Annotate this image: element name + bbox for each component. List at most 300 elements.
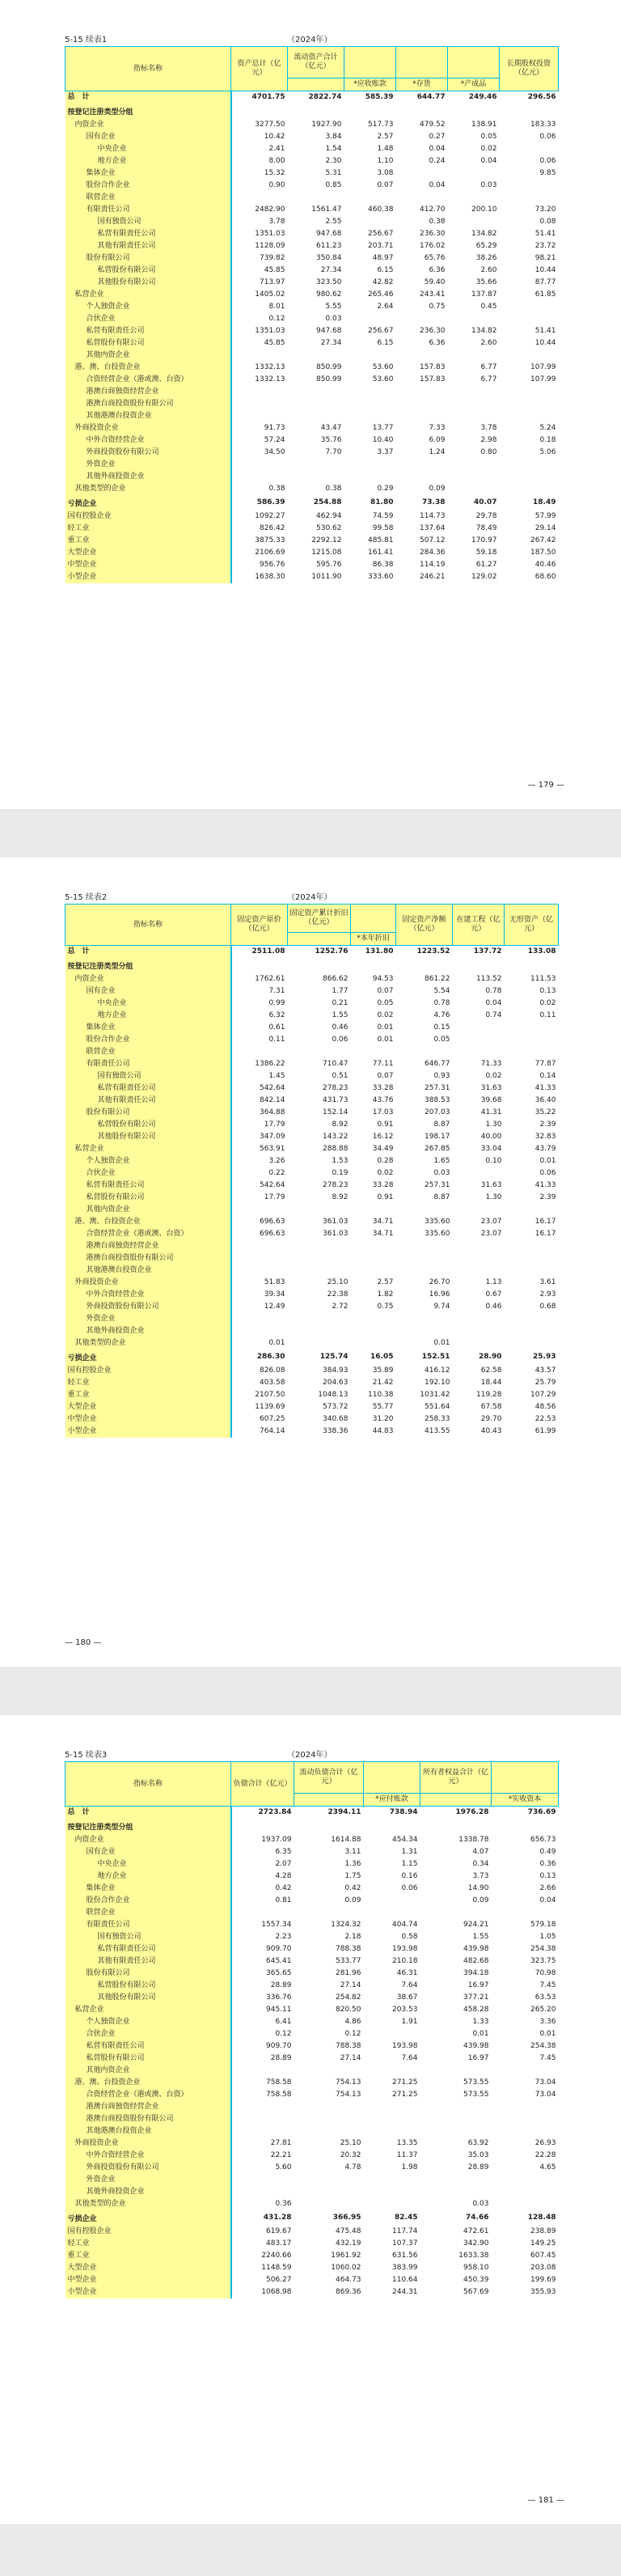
cell-value	[492, 2065, 559, 2077]
cell-value: 0.91	[377, 1121, 394, 1129]
row-label: 集体企业	[65, 167, 231, 180]
cell-value	[505, 1337, 559, 1349]
table-row	[65, 167, 559, 180]
table-row	[65, 1095, 559, 1107]
cell-value: 63.53	[534, 1993, 556, 2002]
table-row	[65, 2238, 559, 2250]
row-label: 港澳台商投资股份有限公司	[65, 1252, 231, 1265]
cell-value: 5.06	[539, 448, 556, 456]
cell-value: 39.68	[480, 1096, 502, 1104]
cell-value: 2.41	[268, 145, 285, 153]
table-row	[65, 1992, 559, 2004]
cell-value: 27.34	[320, 266, 342, 274]
row-label: 其他内资企业	[65, 1204, 231, 1216]
cell-value: 107.37	[392, 2239, 418, 2248]
cell-value: 0.06	[401, 1884, 418, 1892]
table-row	[65, 1010, 559, 1022]
cell-value: 28.90	[479, 1353, 502, 1361]
cell-value: 46.31	[396, 1969, 418, 1977]
row-label: 亏损企业	[65, 1349, 231, 1365]
cell-value: 355.93	[530, 2288, 556, 2296]
table-row	[65, 571, 559, 583]
cell-value	[294, 2065, 364, 2077]
cell-value: 7.31	[268, 987, 285, 995]
cell-value: 152.14	[323, 1108, 349, 1116]
table-row	[65, 2137, 559, 2150]
cell-value	[500, 180, 559, 192]
cell-value: 956.76	[260, 561, 285, 569]
table-row	[65, 386, 559, 398]
cell-value: 1068.98	[261, 2288, 292, 2296]
row-label: 重工业	[65, 1389, 231, 1401]
cell-value: 26.70	[429, 1278, 450, 1286]
cell-value: 788.38	[336, 2042, 361, 2050]
cell-value	[420, 2125, 492, 2137]
table-row	[65, 2250, 559, 2262]
table-row	[65, 1155, 559, 1167]
row-label: 外资企业	[65, 459, 231, 471]
cell-value	[448, 313, 500, 325]
table-row	[65, 313, 559, 325]
cell-value: 2292.12	[311, 536, 342, 544]
cell-value	[231, 398, 288, 410]
cell-value: 288.88	[323, 1145, 349, 1153]
cell-value: 432.19	[336, 2239, 361, 2248]
cell-value: 1.48	[377, 145, 394, 153]
cell-value: 0.78	[485, 987, 502, 995]
cell-value	[288, 1265, 351, 1277]
cell-value: 0.02	[377, 1169, 394, 1177]
cell-value: 74.59	[372, 512, 394, 520]
cell-value: 758.58	[266, 2091, 292, 2099]
cell-value: 73.20	[534, 205, 556, 214]
cell-value: 51.41	[534, 327, 556, 335]
cell-value	[448, 350, 500, 362]
col-header-fixed-assets-net: 固定资产净额（亿元）	[396, 905, 453, 946]
cell-value: 1.10	[377, 157, 394, 165]
table-row	[65, 91, 559, 104]
cell-value	[396, 958, 453, 973]
cell-value: 22.38	[327, 1290, 349, 1299]
cell-value: 412.70	[420, 205, 446, 214]
row-label: 联营企业	[65, 192, 231, 204]
cell-value: 86.38	[372, 561, 394, 569]
cell-value: 82.45	[395, 2214, 418, 2222]
cell-value	[344, 104, 396, 119]
cell-value	[448, 192, 500, 204]
cell-value: 59.18	[475, 549, 497, 557]
cell-value: 573.55	[463, 2091, 489, 2099]
row-label: 其他有限责任公司	[65, 1095, 231, 1107]
cell-value	[453, 1337, 505, 1349]
cell-value	[396, 471, 448, 483]
cell-value: 0.10	[485, 1157, 502, 1165]
table-row	[65, 1426, 559, 1438]
cell-value: 67.58	[480, 1403, 502, 1411]
col-header-indicator: 指标名称	[65, 905, 231, 946]
cell-value: 35.22	[534, 1108, 556, 1116]
cell-value: 45.85	[264, 339, 285, 347]
table-row	[65, 2053, 559, 2065]
cell-value	[364, 1819, 420, 1834]
cell-value	[351, 1046, 396, 1058]
cell-value: 3.08	[377, 169, 394, 177]
cell-value: 27.34	[320, 339, 342, 347]
table-row	[65, 1337, 559, 1349]
table-row	[65, 2186, 559, 2198]
cell-value: 0.61	[268, 1023, 285, 1032]
table-row	[65, 104, 559, 119]
cell-value: 16.96	[429, 1290, 450, 1299]
cell-value: 2511.08	[251, 947, 285, 955]
cell-value: 507.12	[420, 536, 446, 544]
cell-value: 0.05	[433, 1036, 450, 1044]
cell-value	[500, 104, 559, 119]
cell-value: 842.14	[260, 1096, 285, 1104]
cell-value	[288, 398, 344, 410]
cell-value: 0.02	[485, 1072, 502, 1080]
cell-value: 739.82	[260, 254, 285, 262]
cell-value: 826.08	[260, 1366, 285, 1375]
cell-value: 485.81	[368, 536, 394, 544]
row-label: 联营企业	[65, 1907, 231, 1919]
table-row	[65, 1083, 559, 1095]
table-row	[65, 1313, 559, 1325]
cell-value: 0.15	[433, 1023, 450, 1032]
col-header-construction: 在建工程（亿元）	[453, 905, 505, 946]
cell-value	[351, 1337, 396, 1349]
cell-value: 0.06	[539, 157, 556, 165]
row-label: 其他内资企业	[65, 350, 231, 362]
cell-value	[231, 2065, 294, 2077]
row-label: 国有独资公司	[65, 216, 231, 228]
table-row	[65, 973, 559, 985]
cell-value: 176.02	[420, 242, 446, 250]
cell-value: 0.42	[344, 1884, 361, 1892]
cell-value: 28.89	[467, 2163, 489, 2171]
cell-value: 1.55	[332, 1011, 349, 1019]
cell-value: 193.98	[392, 2042, 418, 2050]
cell-value: 336.76	[266, 1993, 292, 2002]
cell-value: 203.71	[368, 242, 394, 250]
row-label: 中央企业	[65, 998, 231, 1010]
table-row	[65, 265, 559, 277]
cell-value: 530.62	[316, 524, 342, 532]
cell-value: 0.16	[401, 1872, 418, 1880]
table-row	[65, 2198, 559, 2210]
col-header-payables: *应付账款	[364, 1794, 420, 1807]
cell-value	[505, 1022, 559, 1034]
cell-value: 63.92	[467, 2139, 489, 2147]
cell-value: 0.67	[485, 1290, 502, 1299]
cell-value	[364, 2186, 420, 2198]
cell-value: 25.79	[534, 1379, 556, 1387]
cell-value	[448, 483, 500, 495]
cell-value: 573.72	[323, 1403, 349, 1411]
cell-value: 183.33	[530, 121, 556, 129]
col-header-indicator: 指标名称	[65, 1762, 231, 1807]
cell-value	[492, 1907, 559, 1919]
cell-value: 22.21	[270, 2151, 292, 2159]
cell-value: 7.33	[429, 424, 446, 432]
table-row	[65, 2150, 559, 2162]
row-label: 合伙企业	[65, 313, 231, 325]
cell-value: 431.73	[323, 1096, 349, 1104]
row-label: 私营有限责任公司	[65, 1180, 231, 1192]
cell-value: 850.99	[316, 363, 342, 371]
cell-value: 0.01	[539, 2030, 556, 2038]
cell-value: 0.04	[429, 145, 446, 153]
cell-value	[294, 2113, 364, 2125]
cell-value: 61.99	[534, 1427, 556, 1435]
cell-value: 644.77	[416, 93, 446, 101]
cell-value: 573.55	[463, 2078, 489, 2087]
table-row	[65, 2174, 559, 2186]
table-row	[65, 434, 559, 447]
cell-value: 1561.47	[311, 205, 342, 214]
cell-value	[364, 2028, 420, 2040]
cell-value: 1.98	[401, 2163, 418, 2171]
cell-value: 0.01	[377, 1036, 394, 1044]
cell-value: 14.90	[467, 1884, 489, 1892]
cell-value	[453, 958, 505, 973]
cell-value: 77.87	[534, 1060, 556, 1068]
cell-value: 40.43	[480, 1427, 502, 1435]
cell-value: 364.88	[260, 1108, 285, 1116]
table-row	[65, 1216, 559, 1228]
cell-value: 1.77	[332, 987, 349, 995]
cell-value: 8.92	[332, 1121, 349, 1129]
cell-value: 17.03	[372, 1108, 394, 1116]
cell-value: 6.41	[275, 2018, 292, 2026]
table-year: （2024年）	[287, 893, 332, 902]
cell-value: 2.30	[325, 157, 342, 165]
cell-value: 193.98	[392, 1945, 418, 1953]
cell-value: 0.05	[377, 999, 394, 1007]
cell-value	[500, 350, 559, 362]
cell-value: 1.24	[429, 448, 446, 456]
cell-value: 0.38	[268, 485, 285, 493]
cell-value: 7.45	[539, 2054, 556, 2062]
table-row	[65, 1034, 559, 1046]
cell-value: 254.38	[530, 1945, 556, 1953]
row-label: 国有控股企业	[65, 511, 231, 523]
cell-value: 119.28	[476, 1391, 502, 1399]
cell-value: 15.32	[264, 169, 285, 177]
row-label: 联营企业	[65, 1046, 231, 1058]
row-label: 集体企业	[65, 1883, 231, 1895]
cell-value: 365.65	[266, 1969, 292, 1977]
table-row	[65, 523, 559, 535]
cell-value: 0.18	[539, 436, 556, 444]
cell-value	[500, 192, 559, 204]
cell-value: 366.95	[332, 2214, 361, 2222]
cell-value: 2.39	[539, 1121, 556, 1129]
row-label: 私营股份有限公司	[65, 1980, 231, 1992]
table-row	[65, 240, 559, 252]
cell-value: 249.46	[468, 93, 497, 101]
row-label: 重工业	[65, 2250, 231, 2262]
row-label: 私营企业	[65, 289, 231, 301]
table-row	[65, 2028, 559, 2040]
page-header	[65, 1748, 332, 1760]
cell-value	[344, 313, 396, 325]
cell-value: 73.38	[422, 498, 446, 506]
row-label: 港澳台商独资经营企业	[65, 1240, 231, 1252]
cell-value	[420, 2101, 492, 2113]
cell-value: 0.90	[268, 181, 285, 189]
cell-value	[505, 1046, 559, 1058]
cell-value: 464.73	[336, 2276, 361, 2284]
cell-value: 45.85	[264, 266, 285, 274]
table-row	[65, 204, 559, 216]
cell-value: 483.17	[266, 2239, 292, 2248]
cell-value: 2.23	[275, 1933, 292, 1941]
cell-value: 3.11	[344, 1848, 361, 1856]
row-label: 合伙企业	[65, 2028, 231, 2040]
cell-value: 0.38	[325, 485, 342, 493]
cell-value	[231, 958, 288, 973]
row-label: 其他港澳台投资企业	[65, 410, 231, 422]
cell-value	[231, 2113, 294, 2125]
row-label: 内资企业	[65, 1834, 231, 1846]
cell-value	[492, 1819, 559, 1834]
cell-value: 62.58	[480, 1366, 502, 1375]
cell-value: 10.44	[534, 266, 556, 274]
cell-value: 1.54	[325, 145, 342, 153]
row-label: 中型企业	[65, 559, 231, 571]
cell-value: 850.99	[316, 375, 342, 383]
cell-value: 0.04	[429, 181, 446, 189]
cell-value: 267.85	[425, 1145, 450, 1153]
table-row	[65, 1401, 559, 1413]
cell-value: 34.71	[372, 1218, 394, 1226]
cell-value: 284.36	[420, 549, 446, 557]
cell-value: 131.80	[365, 947, 394, 955]
cell-value	[344, 350, 396, 362]
cell-value	[420, 2174, 492, 2186]
cell-value: 0.22	[268, 1169, 285, 1177]
row-label: 外商投资企业	[65, 1277, 231, 1289]
cell-value: 128.48	[527, 2214, 556, 2222]
cell-value: 631.56	[392, 2252, 418, 2260]
cell-value	[294, 2174, 364, 2186]
table-row	[65, 301, 559, 313]
cell-value: 563.91	[260, 1145, 285, 1153]
table-row	[65, 1119, 559, 1131]
cell-value	[351, 1204, 396, 1216]
cell-value: 0.06	[332, 1036, 349, 1044]
table-row	[65, 535, 559, 547]
row-label: 国有独资公司	[65, 1070, 231, 1083]
cell-value	[448, 216, 500, 228]
cell-value	[448, 167, 500, 180]
cell-value: 27.14	[340, 1981, 361, 1989]
table-row	[65, 1289, 559, 1301]
row-label: 私营企业	[65, 1143, 231, 1155]
row-label: 外资企业	[65, 1313, 231, 1325]
row-label: 其他类型的企业	[65, 1337, 231, 1349]
cell-value: 91.73	[264, 424, 285, 432]
cell-value: 5.60	[275, 2163, 292, 2171]
cell-value: 18.49	[533, 498, 556, 506]
cell-value	[492, 2198, 559, 2210]
cell-value	[231, 410, 288, 422]
cell-value: 134.82	[471, 230, 497, 238]
cell-value: 1.30	[485, 1193, 502, 1201]
cell-value: 0.51	[332, 1072, 349, 1080]
cell-value: 2.57	[377, 1278, 394, 1286]
row-label: 小型企业	[65, 571, 231, 583]
row-label: 港、澳、台投资企业	[65, 1216, 231, 1228]
cell-value: 244.31	[392, 2288, 418, 2296]
cell-value	[505, 1252, 559, 1265]
cell-value: 4.76	[433, 1011, 450, 1019]
cell-value: 388.53	[425, 1096, 450, 1104]
cell-value: 35.66	[475, 278, 497, 286]
table-row	[65, 277, 559, 289]
cell-value	[396, 398, 448, 410]
row-label: 国有企业	[65, 1846, 231, 1858]
cell-value: 506.27	[266, 2276, 292, 2284]
cell-value: 73.04	[534, 2091, 556, 2099]
cell-value	[231, 350, 288, 362]
cell-value: 94.53	[372, 975, 394, 983]
col-header-inventory: *存货	[396, 78, 448, 91]
cell-value: 0.01	[433, 1339, 450, 1347]
cell-value: 384.93	[323, 1366, 349, 1375]
cell-value: 0.29	[377, 485, 394, 493]
table-row	[65, 985, 559, 998]
cell-value: 199.69	[530, 2276, 556, 2284]
row-label: 其他有限责任公司	[65, 240, 231, 252]
cell-value: 462.94	[316, 512, 342, 520]
cell-value	[396, 386, 448, 398]
cell-value: 947.68	[316, 230, 342, 238]
cell-value: 22.53	[534, 1415, 556, 1423]
cell-value: 203.53	[392, 2006, 418, 2014]
cell-value: 6.15	[377, 266, 394, 274]
row-label: 私营有限责任公司	[65, 2040, 231, 2053]
cell-value: 25.10	[327, 1278, 349, 1286]
row-label: 港、澳、台投资企业	[65, 2077, 231, 2089]
cell-value: 869.36	[336, 2288, 361, 2296]
page-2	[0, 858, 621, 1667]
cell-value	[288, 459, 344, 471]
cell-value: 51.41	[534, 230, 556, 238]
table-row	[65, 325, 559, 337]
cell-value: 0.21	[332, 999, 349, 1007]
cell-value: 866.62	[323, 975, 349, 983]
cell-value: 40.07	[474, 498, 497, 506]
cell-value: 450.39	[463, 2276, 489, 2284]
cell-value	[396, 192, 448, 204]
cell-value: 78.49	[475, 524, 497, 532]
cell-value	[448, 459, 500, 471]
table-row	[65, 155, 559, 167]
cell-value: 161.41	[368, 549, 394, 557]
row-label: 港澳台商投资股份有限公司	[65, 398, 231, 410]
cell-value	[505, 1034, 559, 1046]
cell-value: 8.87	[433, 1121, 450, 1129]
row-label: 国有企业	[65, 985, 231, 998]
cell-value	[231, 386, 288, 398]
cell-value: 0.03	[480, 181, 497, 189]
cell-value: 113.52	[476, 975, 502, 983]
cell-value: 645.41	[266, 1957, 292, 1965]
cell-value: 246.21	[420, 573, 446, 581]
cell-value: 31.63	[480, 1084, 502, 1092]
